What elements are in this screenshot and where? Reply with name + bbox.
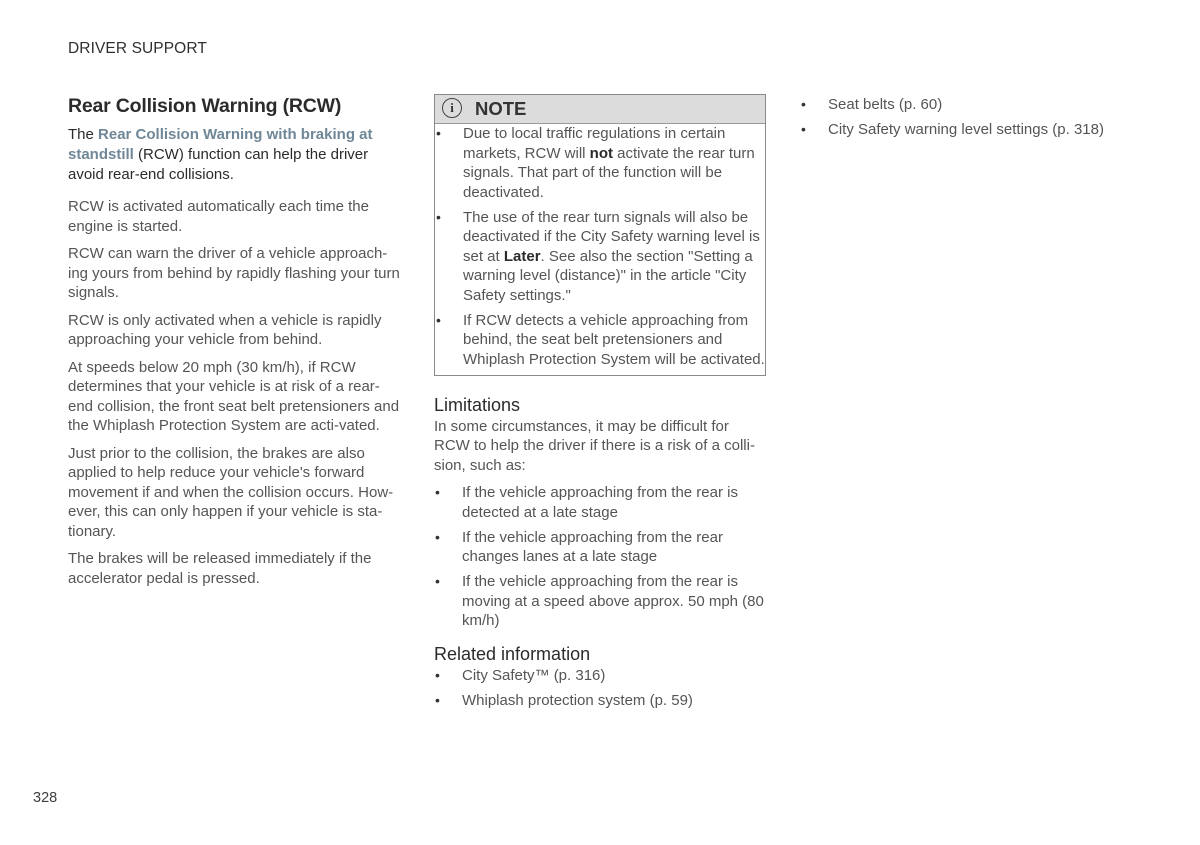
limitations-heading: Limitations (434, 394, 521, 415)
bullet-icon: • (435, 484, 440, 500)
bullet-icon: • (801, 121, 806, 137)
list-item: • If the vehicle approaching from the rear changes lanes at a late stage (435, 528, 723, 565)
list-item: • If the vehicle approaching from the rear is moving at a speed above approx. 50 mph (80 km/h) (435, 573, 764, 629)
limitations-list (434, 483, 766, 631)
body-paragraph: RCW is only activated when a vehicle is rapidly approaching your vehicle from behind. (68, 311, 382, 348)
note-box (434, 94, 766, 376)
note-list (435, 124, 765, 369)
body-paragraph: RCW is activated automatically each time the engine is started. (68, 198, 369, 235)
bullet-icon: • (435, 528, 440, 545)
related-list (434, 666, 766, 711)
bullet-icon: • (801, 96, 806, 112)
list-item: • If the vehicle approaching from the rear is detected at a late stage (435, 484, 738, 521)
note-header (435, 95, 765, 124)
third-column (800, 95, 1160, 145)
body-paragraph: Just prior to the collision, the brakes are also applied to help reduce your vehicle's forward movement if and when the collision occurs. How-ever, this can only happen if your vehicle is sta-tionary. (68, 444, 394, 540)
note-title: NOTE (475, 98, 527, 119)
bullet-icon: • (435, 666, 440, 683)
related-list-continued (800, 95, 1160, 140)
body-paragraph: The brakes will be released immediately if the accelerator pedal is pressed. (68, 550, 372, 587)
related-link[interactable]: • Seat belts (p. 60) (801, 96, 943, 113)
body-paragraph: At speeds below 20 mph (30 km/h), if RCW determines that your vehicle is at risk of a rear-end collision, the front seat belt pretensioners and the Whiplash Protection System are acti-vated. (68, 358, 400, 434)
body-paragraph: RCW can warn the driver of a vehicle approach-ing yours from behind by rapidly flashing your turn signals. (68, 245, 400, 301)
bullet-icon: • (436, 125, 441, 141)
bullet-icon: • (436, 208, 441, 225)
intro-paragraph: The Rear Collision Warning with braking at standstill (RCW) function can help the driver avoid rear-end collisions. (68, 126, 373, 183)
bullet-icon: • (435, 573, 440, 589)
page-number: 328 (33, 790, 58, 806)
related-link[interactable]: • City Safety™ (p. 316) (435, 666, 606, 684)
note-item: • Due to local traffic regulations in certain markets, RCW will not activate the rear turn signals. That part of the function will be deactivated. (436, 125, 755, 201)
section-header: DRIVER SUPPORT (68, 40, 207, 57)
related-link[interactable]: • City Safety warning level settings (p. 318) (801, 121, 1104, 138)
second-column (434, 94, 766, 716)
note-item: • If RCW detects a vehicle approaching from behind, the seat belt pretensioners and Whiplash Protection System will be activated. (436, 311, 765, 368)
main-article (68, 94, 400, 596)
limitations-intro: In some circumstances, it may be difficult for RCW to help the driver if there is a risk of a colli-sion, such as: (434, 417, 755, 474)
article-title: Rear Collision Warning (RCW) (68, 95, 342, 117)
function-name-link[interactable]: Rear Collision Warning with braking at standstill (68, 126, 373, 163)
bullet-icon: • (436, 311, 441, 328)
info-icon: i (442, 98, 462, 118)
note-item: • The use of the rear turn signals will also be deactivated if the City Safety warning level is set at Later. See also the section "Setting a warning level (distance)" in the article "City Safety settings." (436, 208, 760, 304)
related-link[interactable]: • Whiplash protection system (p. 59) (435, 691, 693, 709)
bullet-icon: • (435, 691, 440, 708)
related-info-heading: Related information (434, 643, 591, 664)
